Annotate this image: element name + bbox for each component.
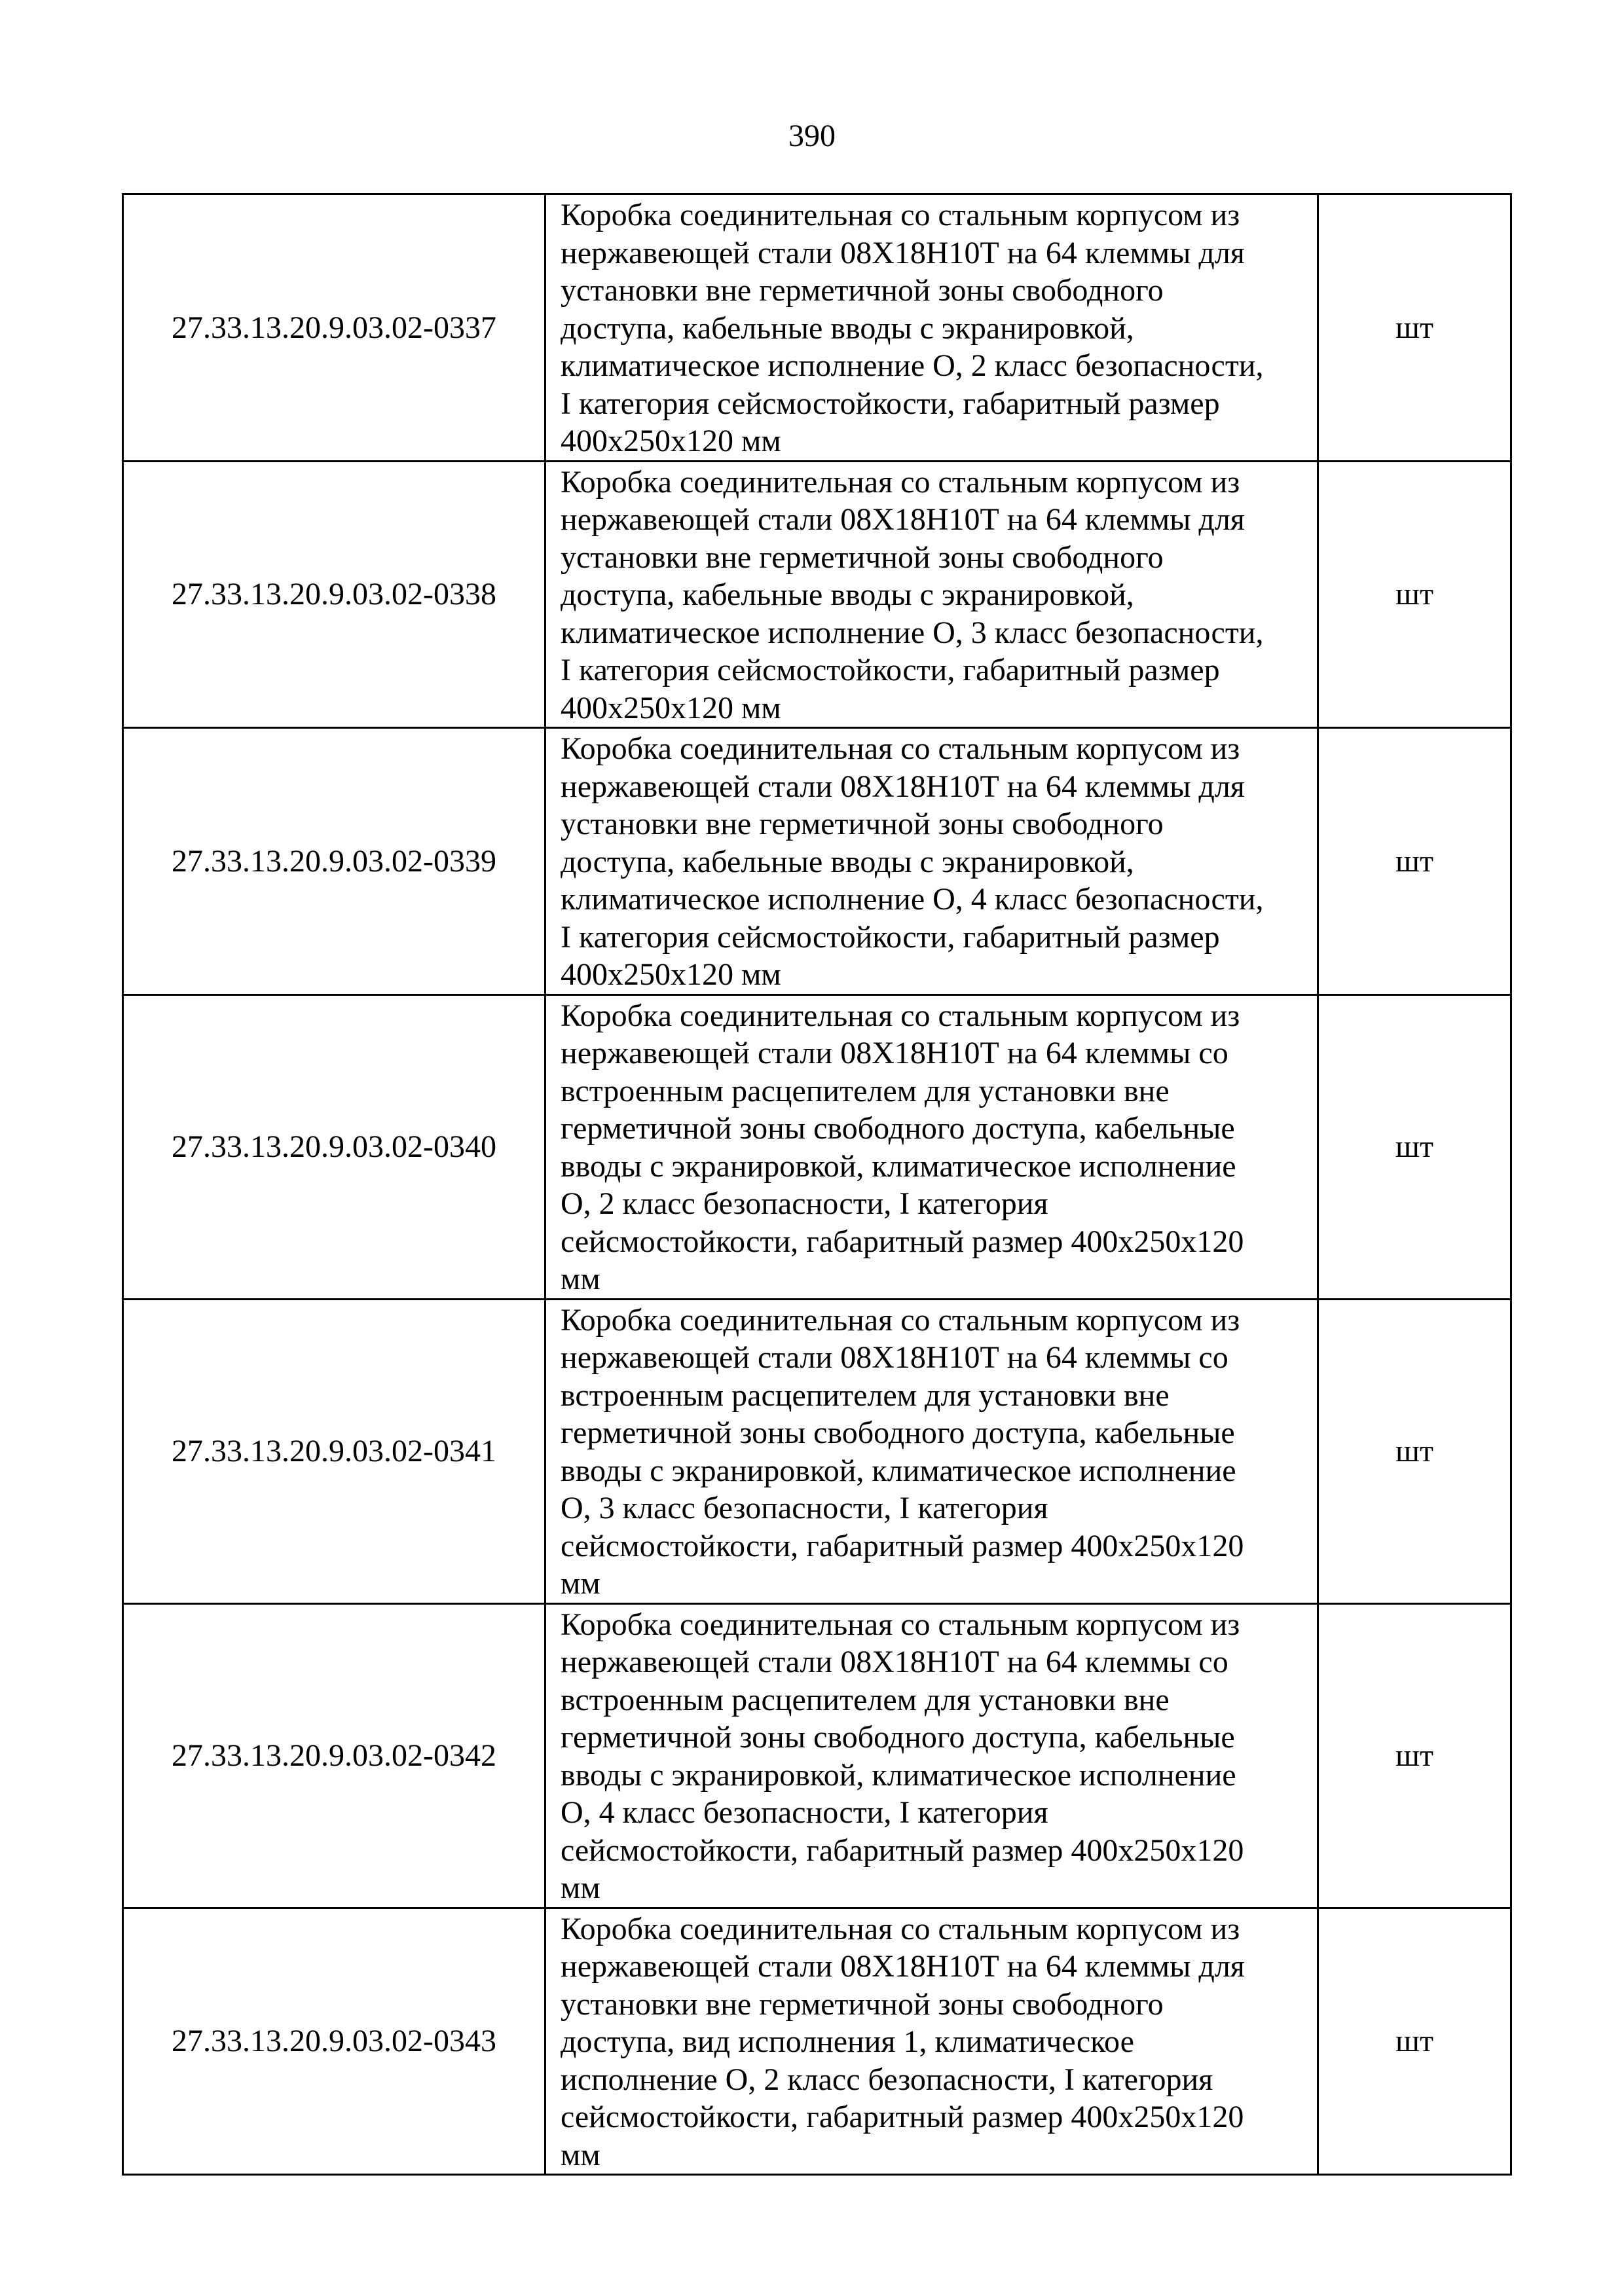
description-line: 400х250х120 мм [561,690,781,725]
description-line: установки вне герметичной зоны свободного [561,539,1164,575]
description-line: Коробка соединительная со стальным корпусом из [561,464,1240,500]
item-description [545,1603,1318,1908]
description-line: доступа, кабельные вводы с экранировкой, [561,310,1134,346]
table-row [123,461,1511,728]
item-description [545,1299,1318,1603]
item-description [545,994,1318,1299]
description-line: доступа, кабельные вводы с экранировкой, [561,577,1134,612]
catalog-table [122,193,1512,2176]
description-line: нержавеющей стали 08Х18Н10Т на 64 клеммы со [561,1340,1228,1375]
table-row [123,1908,1511,2175]
description-line: сейсмостойкости, габаритный размер 400х250х120 [561,2100,1244,2134]
description-line: нержавеющей стали 08Х18Н10Т на 64 клеммы со [561,1036,1228,1070]
description-line: климатическое исполнение О, 3 класс безопасности, [561,615,1264,650]
description-line: Коробка соединительная со стальным корпусом из [561,998,1240,1033]
description-line: герметичной зоны свободного доступа, кабельные [561,1111,1235,1146]
description-line: Коробка соединительная со стальным корпусом из [561,1911,1240,1946]
description-line: герметичной зоны свободного доступа, кабельные [561,1720,1235,1755]
description-line: встроенным расцепителем для установки вне [561,1682,1170,1717]
description-line: установки вне герметичной зоны свободного [561,1986,1164,2022]
description-line: мм [561,1566,600,1601]
description-line: вводы с экранировкой, климатическое исполнение [561,1148,1236,1184]
description-line: нержавеющей стали 08Х18Н10Т на 64 клеммы для [561,502,1245,537]
description-line: исполнение О, 2 класс безопасности, I категория [561,2062,1213,2097]
description-line: встроенным расцепителем для установки вне [561,1073,1170,1108]
item-description [545,1908,1318,2175]
description-line: I категория сейсмостойкости, габаритный размер [561,653,1220,687]
description-line: I категория сейсмостойкости, габаритный размер [561,919,1220,955]
item-unit: шт [1318,728,1511,995]
description-line: установки вне герметичной зоны свободного [561,807,1164,841]
description-line: нержавеющей стали 08Х18Н10Т на 64 клеммы для [561,1949,1245,1984]
description-line: Коробка соединительная со стальным корпусом из [561,1302,1240,1338]
item-unit: шт [1318,1299,1511,1603]
description-line: Коробка соединительная со стальным корпусом из [561,198,1240,232]
description-line: мм [561,1262,600,1296]
item-code: 27.33.13.20.9.03.02-0342 [123,1603,545,1908]
description-line: нержавеющей стали 08Х18Н10Т на 64 клеммы для [561,769,1245,804]
item-description [545,194,1318,462]
description-line: вводы с экранировкой, климатическое исполнение [561,1453,1236,1488]
description-line: доступа, вид исполнения 1, климатическое [561,2024,1134,2059]
description-line: встроенным расцепителем для установки вне [561,1377,1170,1413]
item-code: 27.33.13.20.9.03.02-0337 [123,194,545,462]
item-code: 27.33.13.20.9.03.02-0343 [123,1908,545,2175]
item-description [545,728,1318,995]
table-row [123,728,1511,995]
description-line: мм [561,1870,600,1905]
item-unit: шт [1318,461,1511,728]
page-number: 390 [788,118,836,153]
description-line: сейсмостойкости, габаритный размер 400х250х120 [561,1224,1244,1259]
table-row [123,194,1511,462]
item-code: 27.33.13.20.9.03.02-0338 [123,461,545,728]
item-code: 27.33.13.20.9.03.02-0341 [123,1299,545,1603]
description-line: О, 3 класс безопасности, I категория [561,1491,1048,1525]
description-line: установки вне герметичной зоны свободного [561,273,1164,308]
description-line: мм [561,2137,600,2172]
description-line: нержавеющей стали 08Х18Н10Т на 64 клеммы для [561,235,1245,270]
item-unit: шт [1318,1603,1511,1908]
table-row [123,994,1511,1299]
description-line: доступа, кабельные вводы с экранировкой, [561,844,1134,879]
description-line: климатическое исполнение О, 4 класс безопасности, [561,882,1264,917]
description-line: 400х250х120 мм [561,424,781,458]
description-line: I категория сейсмостойкости, габаритный размер [561,386,1220,421]
description-line: О, 4 класс безопасности, I категория [561,1795,1048,1830]
table-row [123,1299,1511,1603]
item-unit: шт [1318,1908,1511,2175]
item-unit: шт [1318,994,1511,1299]
description-line: О, 2 класс безопасности, I категория [561,1186,1048,1221]
description-line: вводы с экранировкой, климатическое исполнение [561,1757,1236,1793]
description-line: Коробка соединительная со стальным корпусом из [561,1607,1240,1642]
description-line: сейсмостойкости, габаритный размер 400х250х120 [561,1528,1244,1563]
item-unit: шт [1318,194,1511,462]
item-code: 27.33.13.20.9.03.02-0339 [123,728,545,995]
description-line: сейсмостойкости, габаритный размер 400х250х120 [561,1832,1244,1868]
item-code: 27.33.13.20.9.03.02-0340 [123,994,545,1299]
item-description [545,461,1318,728]
description-line: климатическое исполнение О, 2 класс безопасности, [561,348,1264,383]
table-row [123,1603,1511,1908]
description-line: герметичной зоны свободного доступа, кабельные [561,1415,1235,1450]
description-line: 400х250х120 мм [561,957,781,992]
description-line: нержавеющей стали 08Х18Н10Т на 64 клеммы со [561,1645,1228,1679]
description-line: Коробка соединительная со стальным корпусом из [561,731,1240,766]
